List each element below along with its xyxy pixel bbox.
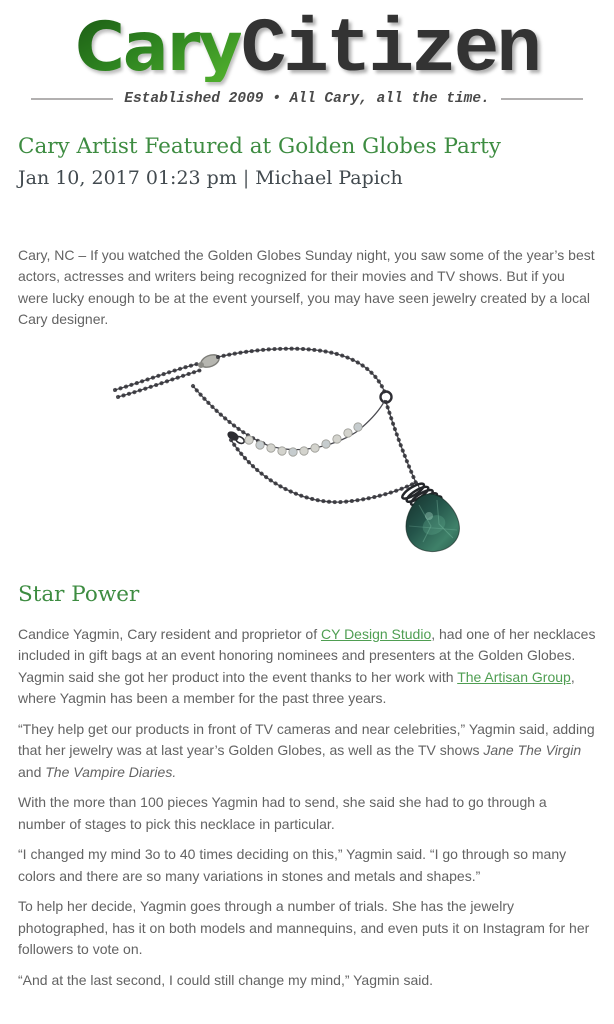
article-title: Cary Artist Featured at Golden Globes Party xyxy=(18,134,501,159)
article-paragraph xyxy=(18,624,596,710)
italic-text: Jane The Virgin xyxy=(483,742,582,759)
site-tagline: Established 2009 • All Cary, all the time. xyxy=(124,91,490,107)
pendant-gem xyxy=(406,494,459,552)
tagline-rule-right xyxy=(501,98,583,100)
necklace-beads xyxy=(245,423,362,456)
article-byline xyxy=(18,167,596,189)
byline-separator: | xyxy=(242,166,250,189)
paragraph-text: and xyxy=(18,763,46,780)
tagline-row xyxy=(0,91,614,107)
necklace-photo-image xyxy=(97,340,517,568)
inline-link[interactable]: The Artisan Group xyxy=(457,668,571,685)
necklace-clasp xyxy=(198,352,221,369)
article-paragraph xyxy=(18,844,596,887)
logo-text-citizen: Citizen xyxy=(240,7,539,93)
article-paragraph xyxy=(18,896,596,961)
paragraph-text: With the more than 100 pieces Yagmin had to send, she said she had to go through a number of stages to pick this necklace in particular. xyxy=(18,794,547,832)
intro-paragraphs xyxy=(18,245,596,331)
paragraph-text: , had one of her necklaces included in gift bags at an event honoring nominees and presenters at the Golden Globes. Yagmin said she got her product into the event thanks to her work with xyxy=(18,625,596,685)
article-date: Jan 10, 2017 01:23 pm xyxy=(18,166,237,189)
site-header xyxy=(0,0,614,107)
paragraph-text: “And at the last second, I could still change my mind,” Yagmin said. xyxy=(18,971,434,988)
paragraph-text: “They help get our products in front of TV cameras and near celebrities,” Yagmin said, adding that her jewelry was at last year’s Golden Globes, as well as the TV shows xyxy=(18,720,595,759)
paragraph-text: , where Yagmin has been a member for the past three years. xyxy=(18,668,575,707)
italic-text: The Vampire Diaries. xyxy=(45,763,177,780)
necklace-photo-figure xyxy=(97,340,517,568)
article xyxy=(0,133,614,991)
article-paragraph xyxy=(18,792,596,835)
section-paragraphs xyxy=(18,624,596,992)
logo-text-cary: Cary xyxy=(75,8,241,87)
section-heading: Star Power xyxy=(18,581,140,607)
paragraph-text: “I changed my mind 3o to 40 times deciding on this,” Yagmin said. “I go through so many colors and there are so many variations in stones and metals and shapes.” xyxy=(18,846,567,884)
paragraph-text: To help her decide, Yagmin goes through a number of trials. She has the jewelry photographed, has it on both models and mannequins, and even puts it on Instagram for her followers to vote on. xyxy=(18,898,590,958)
tagline-rule-left xyxy=(31,98,113,100)
paragraph-text: Candice Yagmin, Cary resident and proprietor of xyxy=(18,625,321,642)
article-author: Michael Papich xyxy=(255,166,403,189)
article-paragraph xyxy=(18,970,596,992)
paragraph-text: Cary, NC – If you watched the Golden Globes Sunday night, you saw some of the year’s best actors, actresses and writers being recognized for their movies and TV shows. But if you were lucky enough to be at the event yourself, you may have seen jewelry created by a local Cary designer. xyxy=(18,246,595,328)
article-paragraph xyxy=(18,719,596,784)
inline-link[interactable]: CY Design Studio xyxy=(320,625,432,642)
site-logo[interactable] xyxy=(75,7,539,93)
article-paragraph xyxy=(18,245,596,331)
